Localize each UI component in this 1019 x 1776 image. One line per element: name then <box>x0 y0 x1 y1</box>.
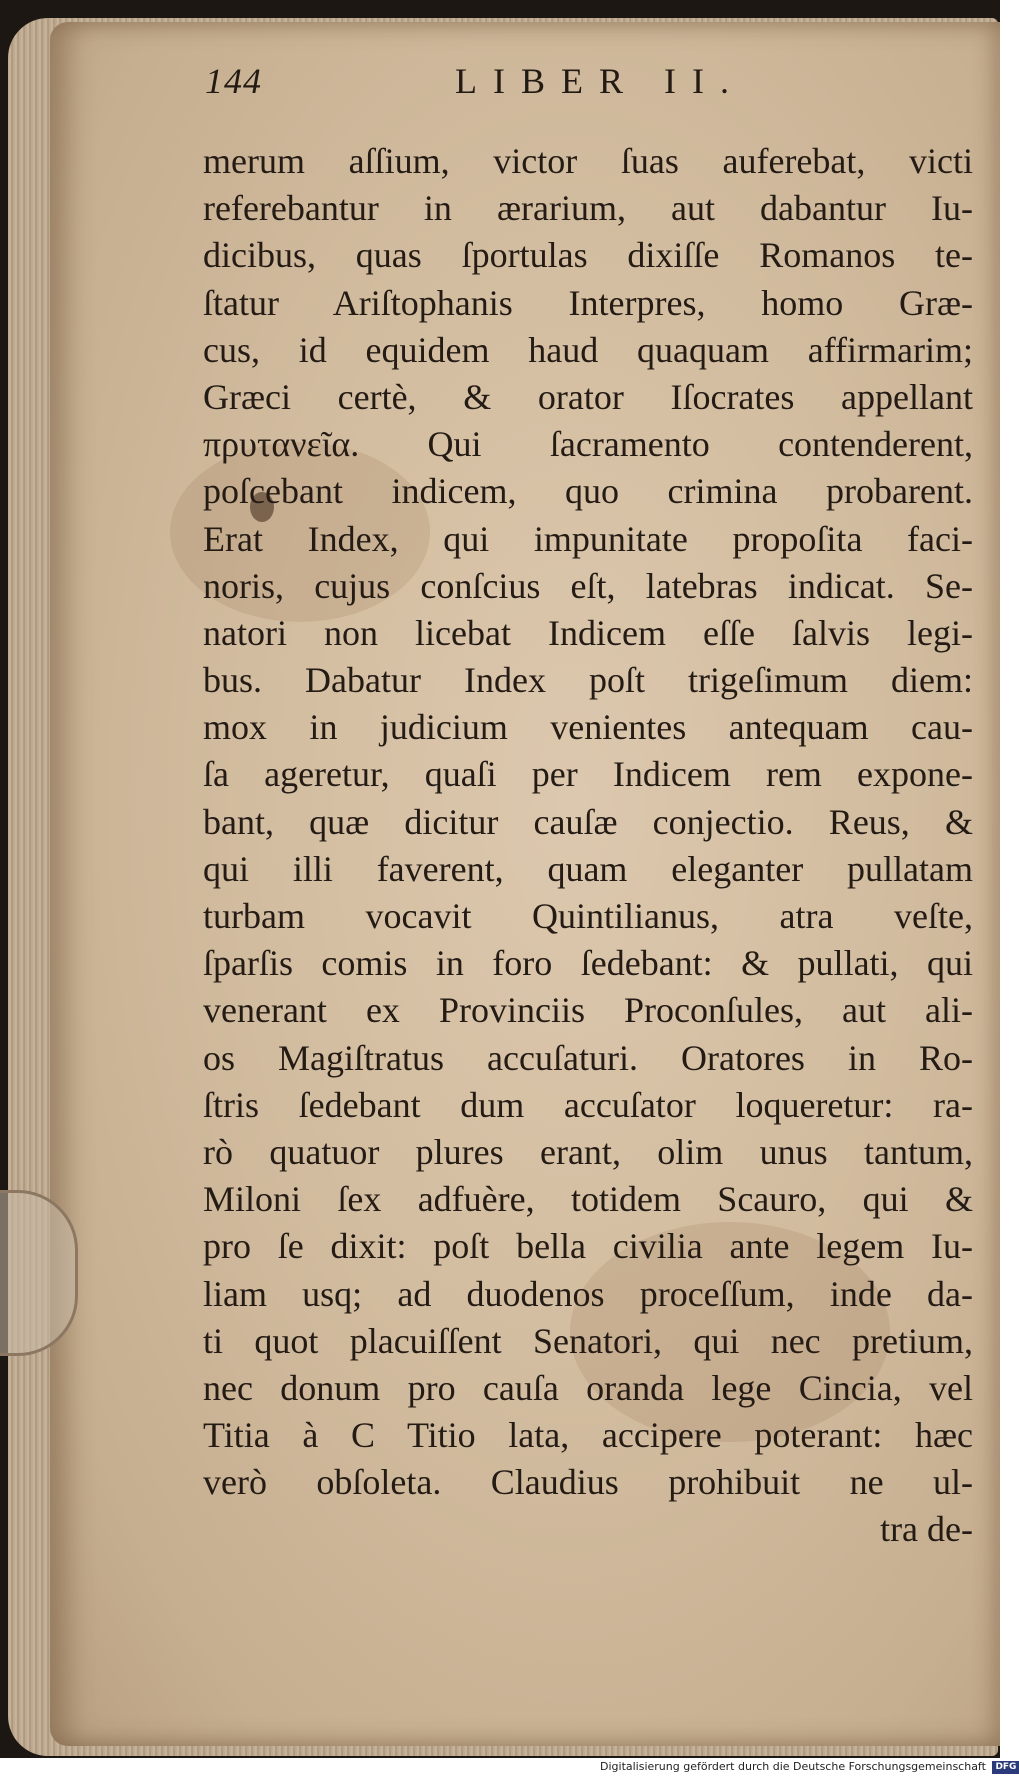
text-line: πρυτανεῖα. Qui ſacramento contenderent, <box>203 424 973 465</box>
text-line: mox in judicium venientes antequam cau- <box>203 707 973 748</box>
text-line: liam usq; ad duodenos proceſſum, inde da- <box>203 1273 973 1314</box>
text-line: bus. Dabatur Index poſt trigeſimum diem: <box>203 660 973 701</box>
text-line: venerant ex Provinciis Proconſules, aut ali- <box>203 990 973 1031</box>
text-line: noris, cujus conſcius eſt, latebras indicat. Se- <box>203 565 973 606</box>
text-line: merum aſſium, victor ſuas auferebat, victi <box>203 141 973 181</box>
text-line: ſtatur Ariſtophanis Interpres, homo Græ- <box>203 282 973 323</box>
text-line: os Magiſtratus accuſaturi. Oratores in Ro- <box>203 1037 973 1078</box>
text-line: ſtris ſedebant dum accuſator loqueretur: ra- <box>203 1084 973 1125</box>
text-line: Græci certè, & orator Iſocrates appellant <box>203 376 973 417</box>
credit-text: Digitalisierung gefördert durch die Deutsche Forschungsgemeinschaft <box>600 1760 986 1773</box>
text-line: referebantur in ærarium, aut dabantur Iu- <box>203 188 973 229</box>
text-line: rò quatuor plures erant, olim unus tantum, <box>203 1131 973 1172</box>
running-head: LIBER II. <box>455 61 745 101</box>
text-line: natori non licebat Indicem eſſe ſalvis legi- <box>203 612 973 653</box>
text-line: Titia à C Titio lata, accipere poterant: hæc <box>203 1415 973 1456</box>
text-line: nec donum pro cauſa oranda lege Cincia, vel <box>203 1367 973 1408</box>
body-text <box>203 138 973 1554</box>
text-line: qui illi faverent, quam eleganter pullatam <box>203 848 973 889</box>
page-tab-marker <box>0 1190 78 1356</box>
text-line: Erat Index, qui impunitate propoſita faci- <box>203 518 973 559</box>
page-number: 144 <box>205 61 262 101</box>
text-line: ti quot placuiſſent Senatori, qui nec pretium, <box>203 1320 973 1361</box>
text-line: poſcebant indicem, quo crimina probarent. <box>203 471 973 512</box>
text-line: bant, quæ dicitur cauſæ conjectio. Reus, & <box>203 801 973 842</box>
text-line: Miloni ſex adfuère, totidem Scauro, qui & <box>203 1179 973 1220</box>
dfg-logo: DFG <box>992 1761 1019 1774</box>
page-header <box>205 60 975 116</box>
text-line: ſa ageretur, quaſi per Indicem rem expone- <box>203 754 973 795</box>
text-line: dicibus, quas ſportulas dixiſſe Romanos te- <box>203 235 973 276</box>
digitization-credit <box>600 1759 1017 1775</box>
catchword: tra de- <box>880 1509 973 1550</box>
text-line: turbam vocavit Quintilianus, atra veſte, <box>203 896 973 936</box>
text-line: pro ſe dixit: poſt bella civilia ante legem Iu- <box>203 1226 973 1267</box>
text-line: ſparſis comis in foro ſedebant: & pullati, qui <box>203 943 973 984</box>
text-line: cus, id equidem haud quaquam affirmarim; <box>203 329 973 370</box>
text-line: verò obſoleta. Claudius prohibuit ne ul- <box>203 1462 973 1503</box>
